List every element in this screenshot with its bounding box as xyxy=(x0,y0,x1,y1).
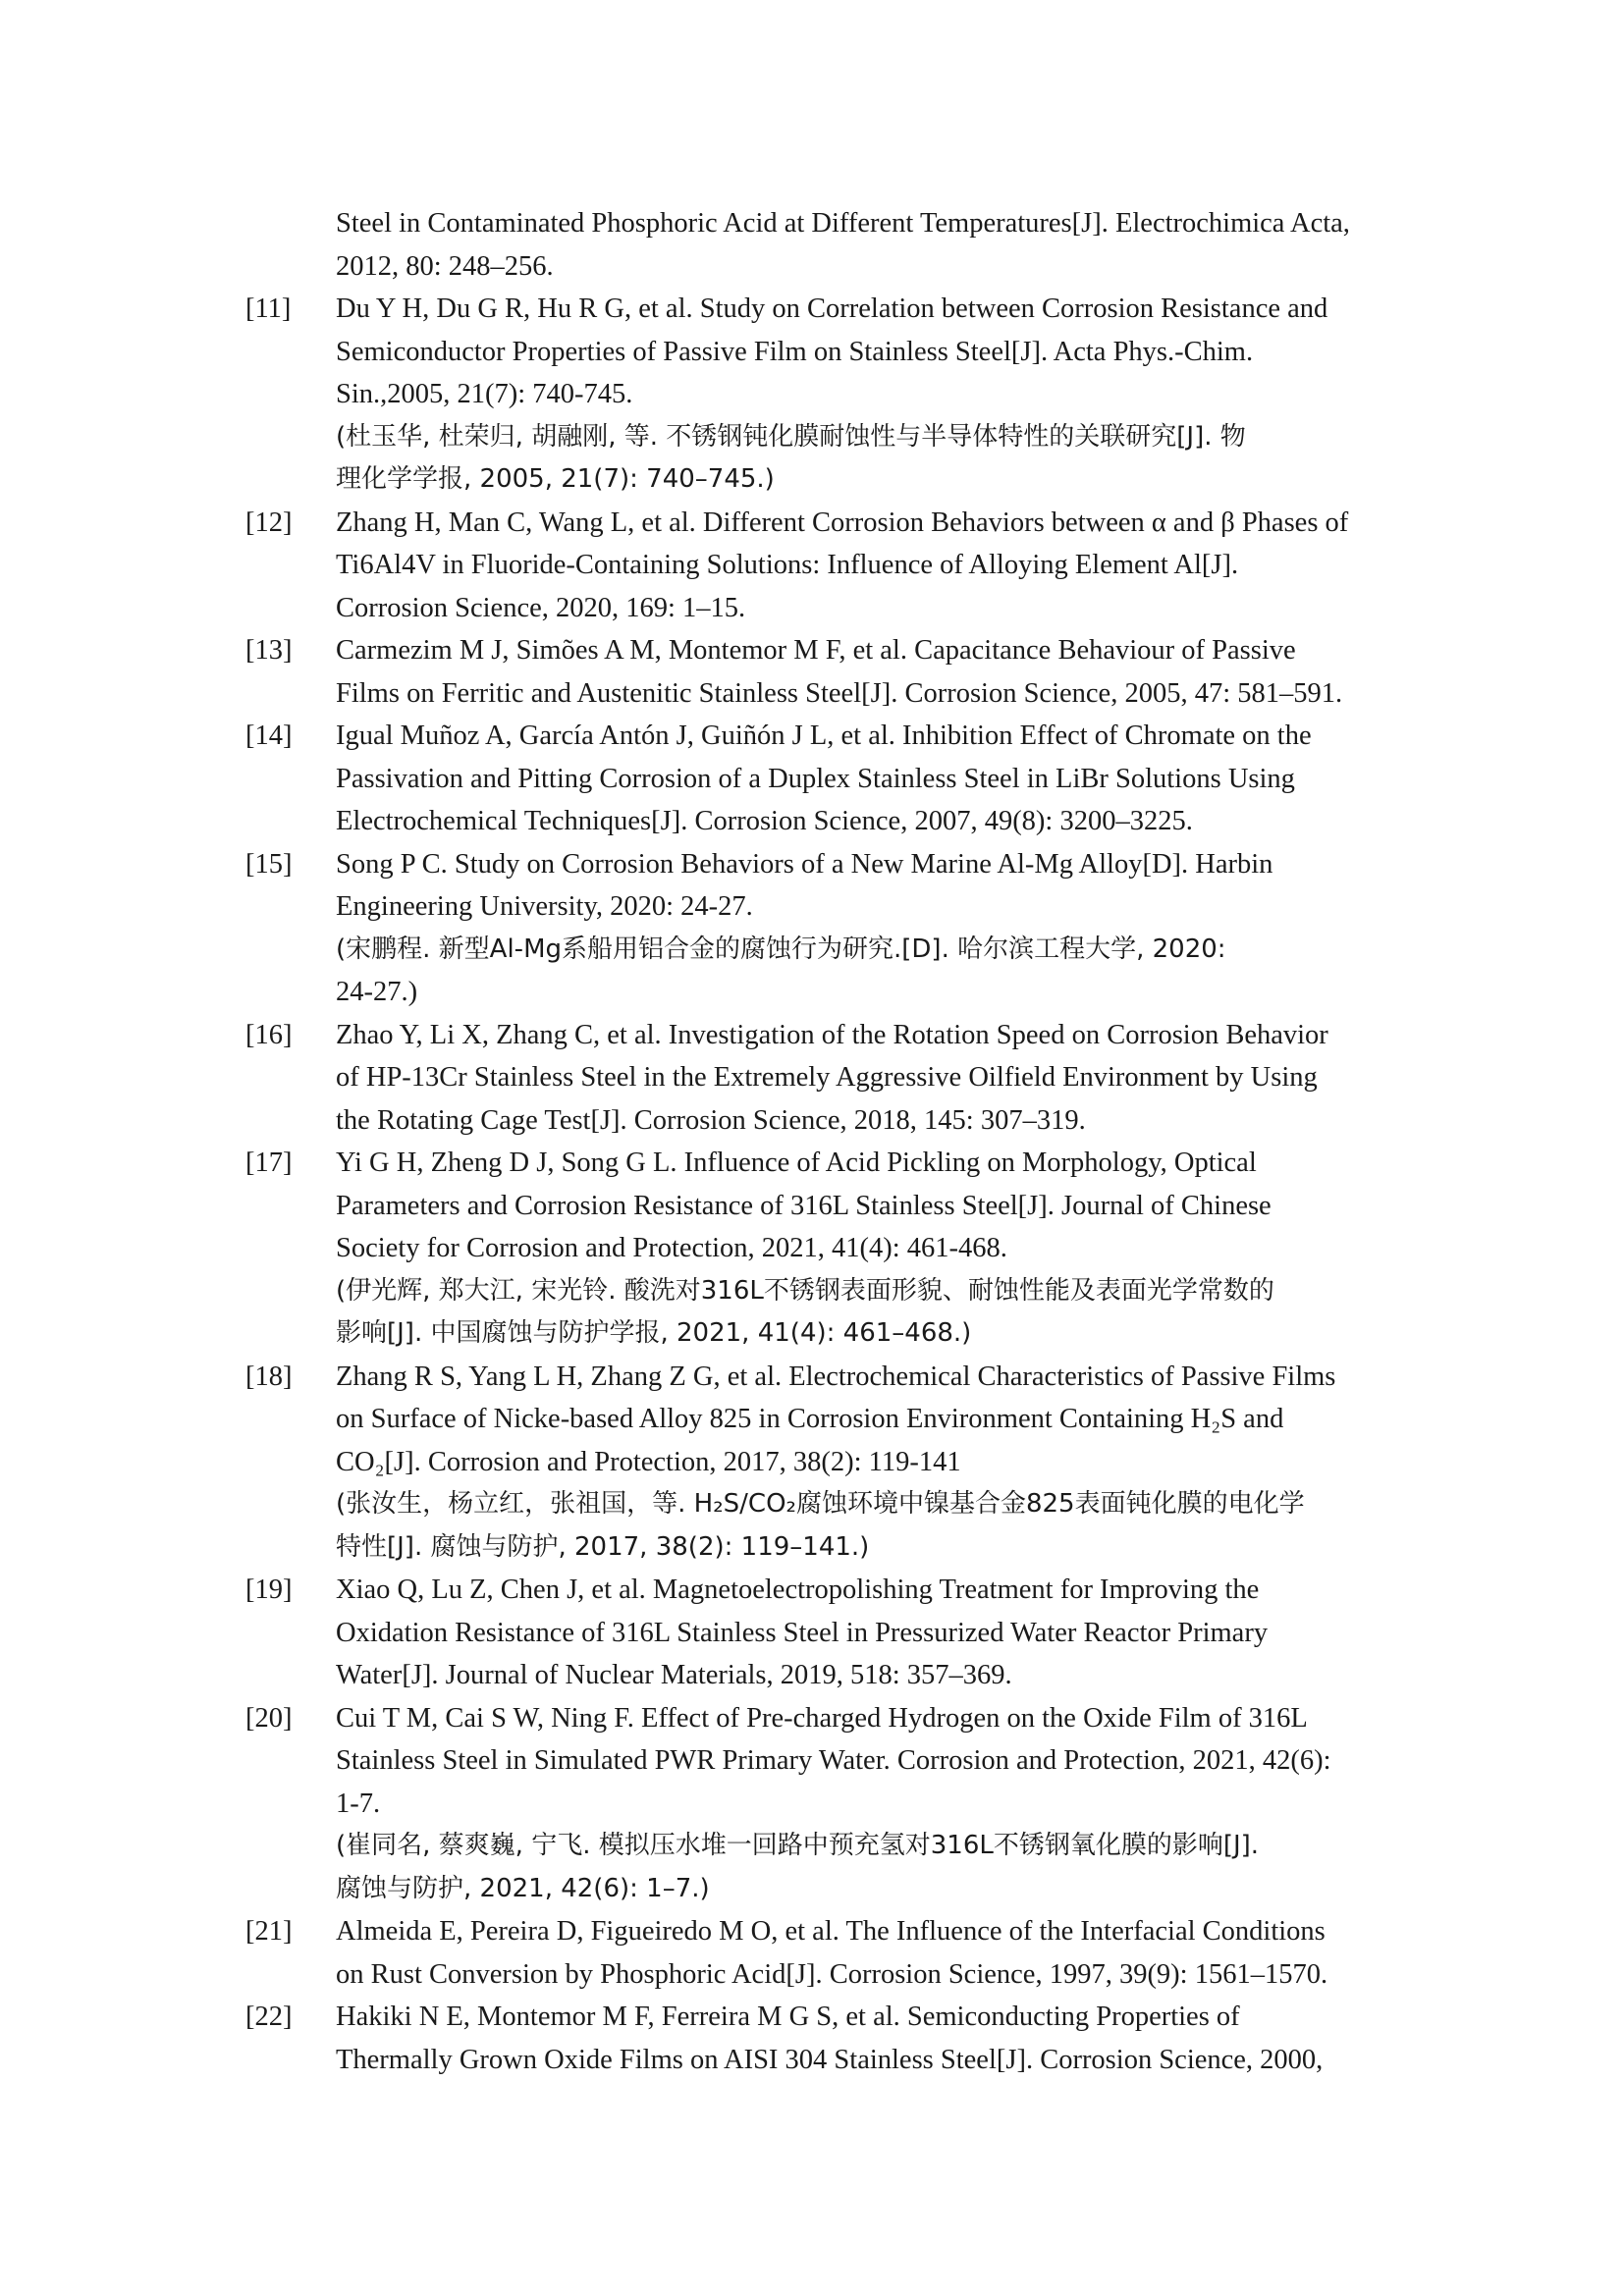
reference-text-line: (杜玉华, 杜荣归, 胡融刚, 等. 不锈钢钝化膜耐蚀性与半导体特性的关联研究[J]. 物 xyxy=(336,421,1246,452)
reference-entry xyxy=(245,1697,1394,1911)
reference-text-line: Parameters and Corrosion Resistance of 316L Stainless Steel[J]. Journal of Chinese xyxy=(336,1190,1272,1221)
reference-text-line: (宋鹏程. 新型Al-Mg系船用铝合金的腐蚀行为研究.[D]. 哈尔滨工程大学, 2020: xyxy=(336,934,1226,964)
reference-text-line: Zhang H, Man C, Wang L, et al. Different Corrosion Behaviors between α and β Phases of xyxy=(336,507,1349,538)
reference-text-line: 影响[J]. 中国腐蚀与防护学报, 2021, 41(4): 461–468.) xyxy=(336,1318,972,1348)
reference-text-line: Oxidation Resistance of 316L Stainless Steel in Pressurized Water Reactor Primary xyxy=(336,1617,1269,1648)
reference-entry xyxy=(245,843,1394,1014)
reference-number: [18] xyxy=(245,1361,293,1392)
reference-text-line: Society for Corrosion and Protection, 2021, 41(4): 461-468. xyxy=(336,1233,1007,1263)
reference-number: [11] xyxy=(245,294,292,324)
reference-text-line: Electrochemical Techniques[J]. Corrosion Science, 2007, 49(8): 3200–3225. xyxy=(336,806,1193,836)
reference-text-line: Carmezim M J, Simões A M, Montemor M F, et al. Capacitance Behaviour of Passive xyxy=(336,635,1296,666)
reference-text-line: on Rust Conversion by Phosphoric Acid[J]. Corrosion Science, 1997, 39(9): 1561–1570. xyxy=(336,1958,1328,1990)
reference-text-line: Song P C. Study on Corrosion Behaviors of a New Marine Al-Mg Alloy[D]. Harbin xyxy=(336,848,1273,880)
reference-list xyxy=(245,202,1394,2081)
reference-number: [13] xyxy=(245,635,293,666)
reference-entry xyxy=(245,715,1394,843)
reference-text-line: (伊光辉, 郑大江, 宋光铃. 酸洗对316L不锈钢表面形貌、耐蚀性能及表面光学常数的 xyxy=(336,1275,1274,1306)
reference-text-line: Igual Muñoz A, García Antón J, Guiñón J L, et al. Inhibition Effect of Chromate on the xyxy=(336,721,1312,751)
reference-text-line: Du Y H, Du G R, Hu R G, et al. Study on Correlation between Corrosion Resistance and xyxy=(336,294,1328,324)
reference-text-line: CO₂[J]. Corrosion and Protection, 2017, 38(2): 119-141 xyxy=(336,1446,961,1477)
reference-text-line: 1-7. xyxy=(336,1788,381,1819)
reference-text-line: Thermally Grown Oxide Films on AISI 304 Stainless Steel[J]. Corrosion Science, 2000, xyxy=(336,2044,1324,2075)
reference-text-line: Semiconductor Properties of Passive Film on Stainless Steel[J]. Acta Phys.-Chim. xyxy=(336,336,1254,367)
reference-text-line: Xiao Q, Lu Z, Chen J, et al. Magnetoelectropolishing Treatment for Improving the xyxy=(336,1575,1260,1605)
reference-text-line: (崔同名, 蔡爽巍, 宁飞. 模拟压水堆一回路中预充氢对316L不锈钢氧化膜的影响[J]. xyxy=(336,1831,1260,1860)
reference-entry xyxy=(245,1996,1394,2081)
reference-text-line: Stainless Steel in Simulated PWR Primary Water. Corrosion and Protection, 2021, 42(6): xyxy=(336,1745,1331,1776)
reference-text-line: on Surface of Nicke-based Alloy 825 in Corrosion Environment Containing H₂S and xyxy=(336,1404,1284,1434)
reference-entry xyxy=(245,502,1394,630)
reference-text-line: 腐蚀与防护, 2021, 42(6): 1–7.) xyxy=(336,1873,710,1903)
reference-entry xyxy=(245,288,1394,502)
reference-text-line: Films on Ferritic and Austenitic Stainless Steel[J]. Corrosion Science, 2005, 47: 581–591. xyxy=(336,677,1343,709)
reference-number: [19] xyxy=(245,1575,293,1605)
reference-number: [21] xyxy=(245,1916,293,1947)
reference-entry xyxy=(245,1014,1394,1143)
reference-text-line: Sin.,2005, 21(7): 740-745. xyxy=(336,379,633,409)
reference-text-line: Steel in Contaminated Phosphoric Acid at Different Temperatures[J]. Electrochimica Acta, xyxy=(336,208,1350,239)
reference-text-line: 24-27.) xyxy=(336,977,418,1007)
reference-text-line: Yi G H, Zheng D J, Song G L. Influence of Acid Pickling on Morphology, Optical xyxy=(336,1148,1257,1178)
reference-text-line: Engineering University, 2020: 24-27. xyxy=(336,891,753,922)
reference-entry xyxy=(245,1356,1394,1570)
reference-text-line: of HP-13Cr Stainless Steel in the Extremely Aggressive Oilfield Environment by Using xyxy=(336,1062,1318,1093)
reference-number: [15] xyxy=(245,848,293,880)
reference-text-line: the Rotating Cage Test[J]. Corrosion Science, 2018, 145: 307–319. xyxy=(336,1104,1086,1136)
reference-entry xyxy=(245,629,1394,715)
reference-text-line: 理化学学报, 2005, 21(7): 740–745.) xyxy=(336,464,775,494)
reference-entry xyxy=(245,1569,1394,1697)
reference-number: [12] xyxy=(245,507,293,538)
reference-text-line: Passivation and Pitting Corrosion of a Duplex Stainless Steel in LiBr Solutions Using xyxy=(336,763,1295,794)
reference-number: [17] xyxy=(245,1148,293,1178)
reference-text-line: 特性[J]. 腐蚀与防护, 2017, 38(2): 119–141.) xyxy=(336,1531,870,1562)
reference-text-line: 2012, 80: 248–256. xyxy=(336,250,554,282)
reference-number: [16] xyxy=(245,1019,293,1050)
reference-text-line: Cui T M, Cai S W, Ning F. Effect of Pre-charged Hydrogen on the Oxide Film of 316L xyxy=(336,1702,1308,1734)
reference-text-line: Hakiki N E, Montemor M F, Ferreira M G S, et al. Semiconducting Properties of xyxy=(336,2002,1240,2032)
reference-entry xyxy=(245,1142,1394,1356)
reference-text-line: Water[J]. Journal of Nuclear Materials, 2019, 518: 357–369. xyxy=(336,1660,1012,1690)
reference-text-line: Zhao Y, Li X, Zhang C, et al. Investigation of the Rotation Speed on Corrosion Behavior xyxy=(336,1019,1328,1050)
reference-text-line: Zhang R S, Yang L H, Zhang Z G, et al. Electrochemical Characteristics of Passive Films xyxy=(336,1361,1336,1392)
reference-entry xyxy=(245,202,1394,288)
reference-number: [14] xyxy=(245,721,293,751)
reference-text-line: Almeida E, Pereira D, Figueiredo M O, et al. The Influence of the Interfacial Conditions xyxy=(336,1916,1326,1947)
reference-number: [22] xyxy=(245,2002,293,2032)
reference-number: [20] xyxy=(245,1702,293,1734)
reference-text-line: Ti6Al4V in Fluoride-Containing Solutions: Influence of Alloying Element Al[J]. xyxy=(336,550,1239,580)
reference-entry xyxy=(245,1910,1394,1996)
reference-text-line: Corrosion Science, 2020, 169: 1–15. xyxy=(336,592,746,623)
reference-text-line: (张汝生，杨立红，张祖国，等. H₂S/CO₂腐蚀环境中镍基合金825表面钝化膜的电化学 xyxy=(336,1489,1305,1519)
